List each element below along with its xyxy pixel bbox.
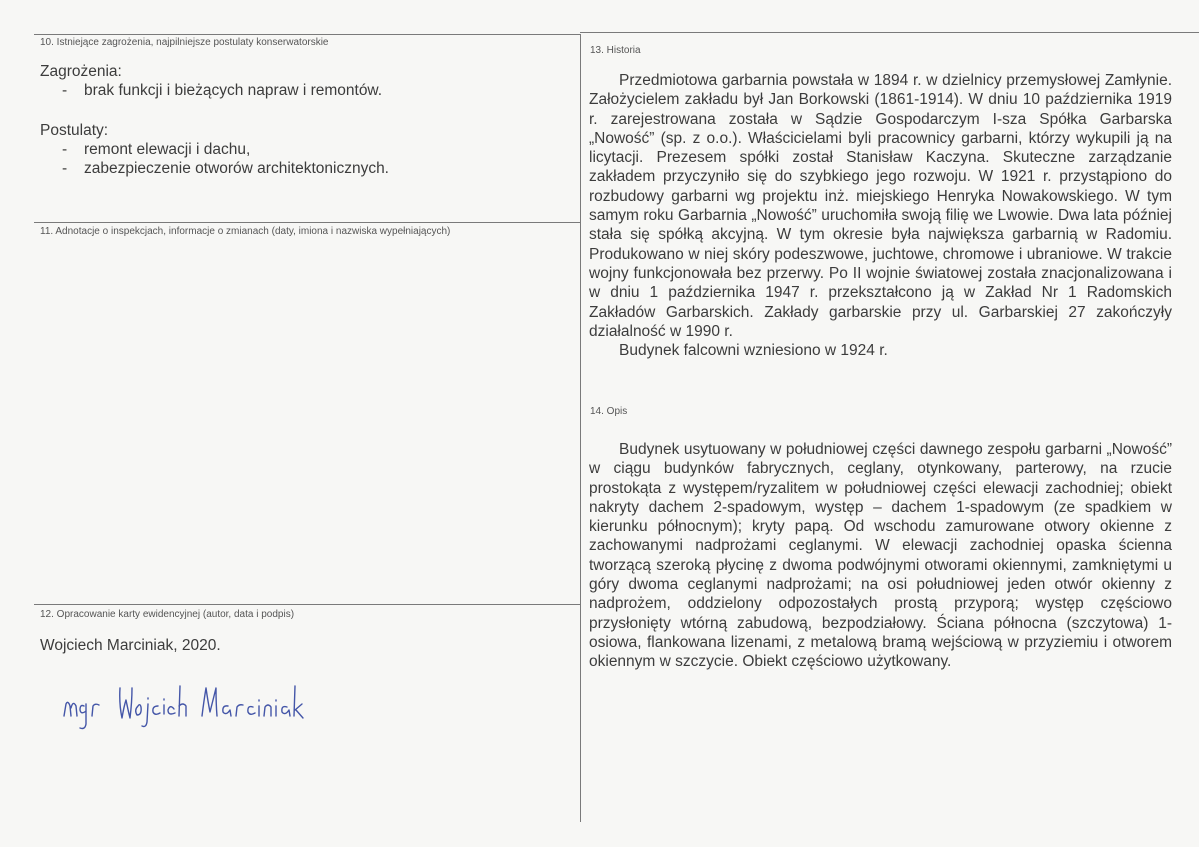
section-11-rule: [34, 222, 580, 223]
list-item: [40, 159, 389, 178]
bullet-dash: -: [62, 82, 68, 99]
threats-list: [40, 81, 382, 100]
bullet-dash: -: [62, 160, 68, 178]
column-divider: [580, 34, 581, 822]
section-14-header: 14. Opis: [590, 406, 628, 417]
section-12-rule: [34, 604, 580, 605]
history-paragraph: Budynek falcowni wzniesiono w 1924 r.: [619, 342, 888, 360]
author-line: Wojciech Marciniak, 2020.: [40, 637, 221, 654]
list-item: [40, 140, 389, 159]
handwritten-signature: [62, 676, 322, 736]
bullet-dash: -: [62, 141, 68, 158]
postulate-text: remont elewacji i dachu,: [84, 141, 251, 158]
list-item: [40, 81, 382, 100]
threat-text: brak funkcji i bieżących napraw i remontów.: [84, 82, 383, 99]
postulate-text: zabezpieczenie otworów architektonicznych.: [84, 160, 389, 178]
threats-title: Zagrożenia:: [40, 63, 122, 80]
description-text: [589, 440, 1172, 672]
section-13-header: 13. Historia: [590, 45, 641, 56]
postulates-title: Postulaty:: [40, 122, 109, 139]
history-text: [589, 71, 1172, 360]
top-rule-right: [580, 32, 1199, 33]
top-rule-left: [34, 34, 580, 35]
history-paragraph: Przedmiotowa garbarnia powstała w 1894 r. w dzielnicy przemysłowej Zamłynie. Założycielem zakładu był Jan Borkowski (1861-1914). W dniu 10 października 1919 r. zarejestrowana została w Sądzie Gospodarczym I-sza Spółka Garbarska „Nowość” (sp. z o.o.). Właścicielami byli pracownicy garbarni, którzy wykupili ją na licytacji. Prezesem spółki został Stanisław Kaczyna. Skuteczne zarządzanie zakładem przyczyniło się do szybkiego jego rozwoju. W 1921 r. przystąpiono do rozbudowy garbarni wg projektu inż. miejskiego Henryka Nowakowskiego. W tym samym roku Garbarnia „Nowość” uruchomiła swoją filię we Lwowie. Dwa lata później stała się spółką akcyjną. W tym okresie była największa garbarnią w Radomiu. Produkowano w niej skóry podeszwowe, juchtowe, chromowe i ubraniowe. W trakcie wojny funkcjonowała bez przerwy. Po II wojnie światowej została znacjonalizowana i w dniu 1 października 1947 r. przekształcono ją w Zakład Nr 1 Radomskich Zakładów Garbarskich. Zakłady garbarskie przy ul. Garbarskiej 27 zakończyły działalność w 1990 r.: [589, 72, 1172, 340]
section-10-header: 10. Istniejące zagrożenia, najpilniejsze postulaty konserwatorskie: [40, 37, 329, 48]
description-paragraph: Budynek usytuowany w południowej części dawnego zespołu garbarni „Nowość” w ciągu budynków fabrycznych, ceglany, otynkowany, parterowy, na rzucie prostokąta z występem/ryzalitem w południowej części elewacji zachodniej; obiekt nakryty dachem 2-spadowym, występ – dachem 1-spadowym (ze spadkiem w kierunku północnym); kryty papą. Od wschodu zamurowane otwory okienne z zachowanymi nadprożami ceglanymi. W elewacji zachodniej opaska ścienna tworzącą szeroką płycinę z dwoma podwójnymi otworami okiennymi, zamkniętymi u góry dwoma ceglanymi nadprożami; na osi południowej jeden otwór okienny z nadprożem, oddzielony odpozostałych prostą przyporą; występ częściowo przysłonięty wtórną zabudową, bezpodziałowy. Ściana północna (szczytowa) 1-osiowa, flankowana lizenami, z metalową bramą wejściową w przyziemiu i otworem okiennym w szczycie. Obiekt częściowo użytkowany.: [589, 441, 1172, 671]
postulates-list: [40, 140, 389, 179]
section-12-header: 12. Opracowanie karty ewidencyjnej (autor, data i podpis): [40, 609, 295, 620]
section-11-header: 11. Adnotacje o inspekcjach, informacje o zmianach (daty, imiona i nazwiska wypełniających): [40, 226, 451, 237]
